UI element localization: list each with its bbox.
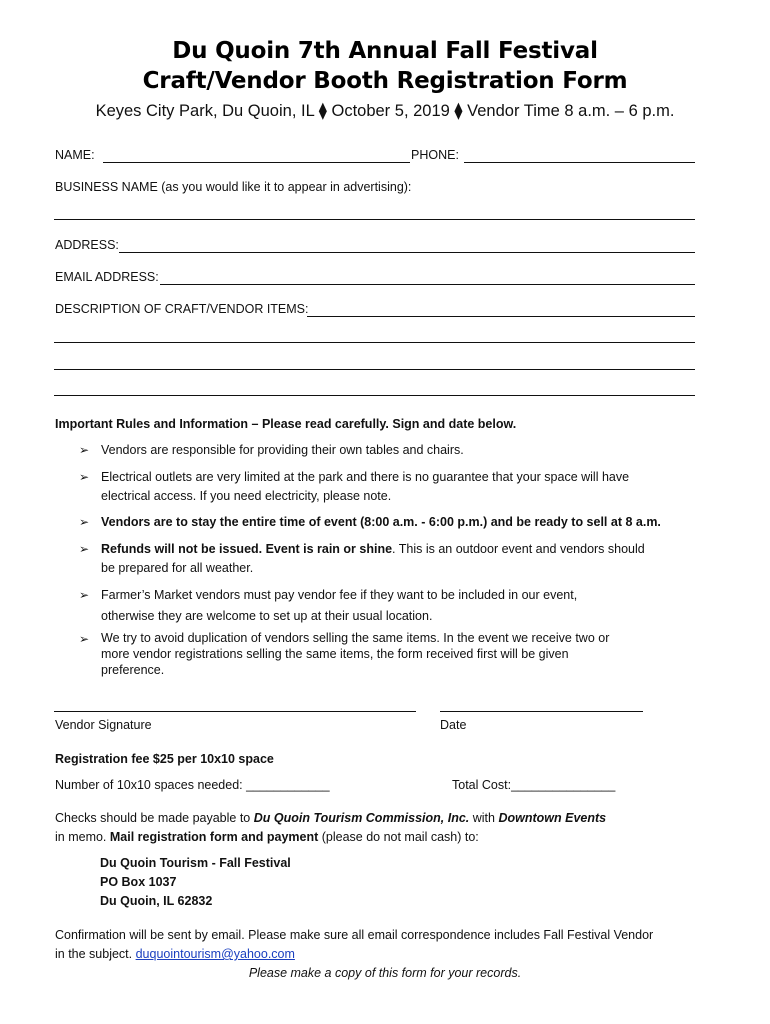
event-date: October 5, 2019 bbox=[331, 102, 450, 120]
description-label: DESCRIPTION OF CRAFT/VENDOR ITEMS: bbox=[55, 302, 309, 316]
rule-text: Vendors are to stay the entire time of event (8:00 a.m. - 6:00 p.m.) and be ready to sell at 8 a.m. bbox=[101, 515, 661, 529]
email-link[interactable]: duquointourism@yahoo.com bbox=[135, 947, 295, 961]
rule-item bbox=[79, 586, 719, 626]
description-field-line4[interactable] bbox=[54, 395, 695, 396]
memo-text: Downtown Events bbox=[498, 811, 607, 825]
vendor-signature-label: Vendor Signature bbox=[55, 718, 152, 732]
mailing-address-line2: PO Box 1037 bbox=[100, 875, 177, 889]
rule-item bbox=[79, 513, 729, 533]
rule-text: Farmer’s Market vendors must pay vendor fee if they want to be included in our event, otherwise they are welcome to set up at their usual location. bbox=[101, 588, 578, 623]
spaces-needed-field[interactable]: ____________ bbox=[246, 778, 330, 792]
phone-label: PHONE: bbox=[411, 148, 459, 162]
rule-text: Vendors are responsible for providing their own tables and chairs. bbox=[101, 443, 464, 457]
arrow-bullet-icon: ➢ bbox=[79, 470, 90, 484]
name-label: NAME: bbox=[55, 148, 95, 162]
rule-item bbox=[79, 540, 719, 580]
description-field-line1[interactable] bbox=[307, 316, 695, 317]
rule-text: We try to avoid duplication of vendors selling the same items. In the event we receive two or more vendor registrations selling the same items, the form received first will be given preference. bbox=[101, 631, 610, 677]
diamond-separator-icon: ⧫ bbox=[454, 102, 463, 120]
email-label: EMAIL ADDRESS: bbox=[55, 270, 159, 284]
rule-item bbox=[79, 441, 719, 461]
rule-item bbox=[79, 630, 719, 680]
form-title-line1: Du Quoin 7th Annual Fall Festival bbox=[172, 38, 598, 64]
rule-item bbox=[79, 468, 719, 508]
arrow-bullet-icon: ➢ bbox=[79, 515, 90, 529]
payment-instructions: Checks should be made payable to Du Quoin Tourism Commission, Inc. with Downtown Events in memo. Mail registration form and payment (please do not mail cash) to: bbox=[55, 811, 607, 844]
rules-heading: Important Rules and Information – Please read carefully. Sign and date below. bbox=[55, 417, 517, 431]
copy-note: Please make a copy of this form for your records. bbox=[248, 966, 522, 980]
registration-fee-heading: Registration fee $25 per 10x10 space bbox=[55, 752, 274, 766]
arrow-bullet-icon: ➢ bbox=[79, 542, 90, 556]
vendor-time: Vendor Time 8 a.m. – 6 p.m. bbox=[467, 102, 675, 120]
payee-name: Du Quoin Tourism Commission, Inc. bbox=[253, 811, 470, 825]
mailing-address-line3: Du Quoin, IL 62832 bbox=[100, 894, 213, 908]
rule-text: Refunds will not be issued. Event is rain or shine. This is an outdoor event and vendors should be prepared for all weather. bbox=[101, 542, 645, 575]
business-name-label: BUSINESS NAME (as you would like it to appear in advertising): bbox=[55, 180, 412, 194]
event-details bbox=[0, 101, 770, 121]
total-cost-label: Total Cost: bbox=[452, 778, 512, 792]
arrow-bullet-icon: ➢ bbox=[79, 443, 90, 457]
arrow-bullet-icon: ➢ bbox=[79, 588, 90, 602]
arrow-bullet-icon: ➢ bbox=[79, 632, 90, 646]
business-name-field[interactable] bbox=[54, 219, 695, 220]
confirmation-note: Confirmation will be sent by email. Please make sure all email correspondence includes Fall Festival Vendor in the subject. duquointourism@yahoo.com bbox=[55, 928, 654, 961]
address-field[interactable] bbox=[119, 252, 695, 253]
address-label: ADDRESS: bbox=[55, 238, 119, 252]
spaces-needed bbox=[55, 778, 330, 792]
description-field-line3[interactable] bbox=[54, 369, 695, 370]
event-location: Keyes City Park, Du Quoin, IL bbox=[95, 102, 315, 120]
signature-field[interactable] bbox=[54, 711, 416, 712]
description-field-line2[interactable] bbox=[54, 342, 695, 343]
spaces-needed-label: Number of 10x10 spaces needed: bbox=[55, 778, 243, 792]
phone-field[interactable] bbox=[464, 162, 695, 163]
email-field[interactable] bbox=[160, 284, 695, 285]
rule-text: Electrical outlets are very limited at the park and there is no guarantee that your space will have electrical access. If you need electricity, please note. bbox=[101, 470, 630, 503]
mailing-address-line1: Du Quoin Tourism - Fall Festival bbox=[100, 856, 291, 870]
diamond-separator-icon: ⧫ bbox=[318, 102, 327, 120]
form-title-line2: Craft/Vendor Booth Registration Form bbox=[142, 68, 628, 94]
date-label: Date bbox=[440, 718, 467, 732]
mailing-address bbox=[100, 854, 291, 911]
date-field[interactable] bbox=[440, 711, 643, 712]
total-cost-field[interactable]: _______________ bbox=[511, 778, 616, 792]
total-cost bbox=[452, 778, 615, 792]
name-field[interactable] bbox=[103, 162, 410, 163]
